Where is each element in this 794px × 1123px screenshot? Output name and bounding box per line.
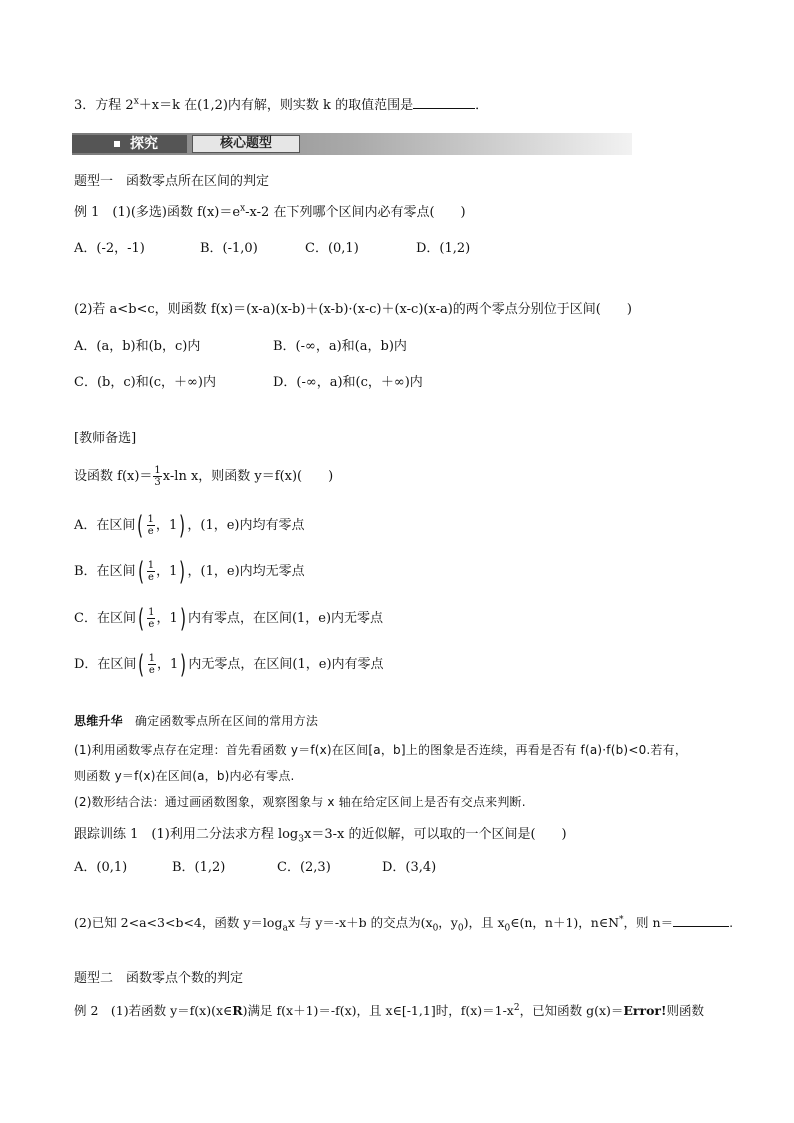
teacher-heading: [教师备选]: [74, 431, 137, 446]
banner-explore-label: 探究: [130, 136, 158, 152]
left-paren: (: [137, 510, 144, 541]
follow1-p2-c: ，y: [438, 915, 458, 930]
ex2-c: ，已知函数 g(x)＝: [519, 1003, 624, 1018]
fraction-numerator: 1: [147, 514, 154, 525]
right-paren: ): [180, 649, 187, 680]
ex1-p1-prefix: 例 1 (1)(多选)函数 f(x)＝e: [74, 205, 241, 220]
fraction: [147, 607, 155, 630]
ex2-a: 例 2 (1)若函数 y＝f(x)(x∈: [74, 1003, 233, 1018]
sub-0: 0: [457, 923, 464, 934]
thinking-line-3: (2)数形结合法：通过画函数图象，观察图象与 x 轴在给定区间上是否有交点来判断.: [74, 795, 526, 809]
option-d: D．(1,2): [416, 241, 471, 256]
left-paren: (: [137, 603, 145, 634]
error-text: Error!: [623, 1003, 667, 1018]
option-letter: C．在区间: [74, 611, 136, 626]
fraction: [147, 514, 155, 537]
sub-0: 0: [504, 923, 511, 934]
follow1-p2-f: ，则 n＝: [623, 915, 674, 930]
real-set-symbol: R: [232, 1003, 243, 1018]
fraction-numerator: 1: [148, 607, 155, 618]
right-paren: ): [179, 603, 186, 634]
teacher-option-c: C．在区间( $\frac{1}{e}$ ，1) 内有零点，在区间(1，e)内无零点: [74, 603, 384, 634]
sub-0: 0: [432, 923, 439, 934]
teacher-stem-a: 设函数 f(x)＝: [74, 469, 153, 484]
option-c: C．(b，c)和(c，＋∞)内: [74, 375, 216, 390]
fraction-numerator: 1: [147, 560, 155, 571]
ex2-sup: 2: [513, 1002, 520, 1013]
sup-star: *: [619, 914, 624, 925]
follow1-p2-d: )，且 x: [463, 915, 505, 930]
teacher-option-d: D．在区间( $\frac{1}{e}$ ，1) 内无零点，在区间(1，e)内有零点: [74, 649, 384, 680]
fraction-denominator: e: [147, 526, 154, 537]
right-paren: ): [179, 510, 186, 541]
fraction-numerator: 1: [148, 653, 155, 664]
option-tail: ，(1，e)内均有零点: [187, 518, 305, 533]
answer-blank: [673, 914, 729, 927]
option-tail: 内有零点，在区间(1，e)内无零点: [187, 611, 384, 626]
interval-end: 1: [169, 564, 178, 579]
thinking-title-label: 思维升华: [74, 714, 123, 728]
follow1-p2-e: ∈(n，n＋1)，n∈N: [510, 915, 620, 930]
fraction-denominator: 3: [154, 477, 161, 488]
interval-end: 1: [168, 518, 178, 533]
option-b: B．(1,2): [172, 860, 226, 875]
type2-title: 题型二 函数零点个数的判定: [74, 971, 244, 986]
fraction: [147, 560, 155, 583]
option-a: A．(a，b)和(b，c)内: [74, 339, 201, 354]
fraction-denominator: e: [148, 665, 155, 676]
banner-core-topics: 核心题型: [192, 135, 300, 153]
option-c: C．(2,3): [277, 860, 331, 875]
sub-a: a: [282, 923, 288, 934]
teacher-stem-b: x-ln x，则函数 y＝f(x)( ): [162, 469, 334, 484]
right-paren: ): [179, 556, 186, 587]
option-a: A．(-2，-1): [74, 241, 145, 256]
ex2-d: 则函数: [666, 1003, 704, 1018]
q3-text-b: ＋x＝k 在(1,2)内有解，则实数 k 的取值范围是: [138, 98, 414, 113]
example2-part1: [74, 1002, 704, 1020]
interval-end: 1: [169, 611, 178, 626]
section-banner: [72, 133, 632, 155]
left-paren: (: [137, 556, 144, 587]
ex1-p1-suffix: -x-2 在下列哪个区间内必有零点( ): [245, 205, 466, 220]
thinking-title: [74, 712, 318, 730]
ex2-b: )满足 f(x＋1)＝-f(x)，且 x∈[-1,1]时，f(x)＝1-x: [242, 1003, 514, 1018]
fraction-denominator: e: [147, 572, 154, 583]
q3-sup: x: [133, 96, 139, 107]
follow1-p1-b: x＝3-x 的近似解，可以取的一个区间是( ): [304, 827, 567, 842]
option-letter: B．在区间: [74, 564, 136, 579]
thinking-title-tail: 确定函数零点所在区间的常用方法: [122, 714, 319, 728]
example1-part2: (2)若 a<b<c，则函数 f(x)＝(x-a)(x-b)＋(x-b)·(x-c)＋(x-c)(x-a)的两个零点分别位于区间( ): [74, 302, 632, 317]
answer-blank: [413, 96, 475, 109]
option-letter: A．在区间: [74, 518, 136, 533]
follow1-p2-end: .: [729, 915, 734, 930]
follow1-part1: [74, 826, 567, 844]
fraction-numerator: 1: [154, 465, 161, 476]
follow1-p1-sub: 3: [298, 834, 304, 845]
thinking-line-1: (1)利用函数零点存在定理：首先看函数 y＝f(x)在区间[a，b]上的图象是否连续，再看是否有 f(a)·f(b)<0.若有，: [74, 743, 688, 757]
ex1-p1-sup: x: [240, 203, 246, 214]
banner-explore: [72, 135, 187, 153]
type1-title: 题型一 函数零点所在区间的判定: [74, 174, 270, 189]
teacher-option-b: B．在区间( $\frac{1}{e}$ ，1) ，(1，e)内均无零点: [74, 556, 305, 587]
option-b: B．(-1,0): [200, 241, 258, 256]
fraction-denominator: e: [148, 619, 155, 630]
interval-end: 1: [169, 657, 179, 672]
follow1-part2: [74, 914, 733, 932]
option-tail: 内无零点，在区间(1，e)内有零点: [188, 657, 384, 672]
option-tail: ，(1，e)内均无零点: [187, 564, 305, 579]
fraction: [153, 465, 161, 488]
fraction: [148, 653, 156, 676]
option-d: D．(3,4): [382, 860, 437, 875]
teacher-option-a: A．在区间( $\frac{1}{e}$ ，1) ，(1，e)内均有零点: [74, 510, 305, 541]
thinking-line-2: 则函数 y＝f(x)在区间(a，b)内必有零点.: [74, 769, 295, 783]
follow1-p2-b: x 与 y＝-x＋b 的交点为(x: [287, 915, 433, 930]
square-icon: [114, 141, 120, 147]
teacher-stem: [74, 465, 333, 488]
q3-text-a: 3．方程 2: [74, 98, 134, 113]
question-3: [74, 96, 488, 115]
example1-part1: [74, 204, 466, 222]
option-d: D．(-∞，a)和(c，＋∞)内: [273, 375, 423, 390]
option-a: A．(0,1): [74, 860, 128, 875]
left-paren: (: [138, 649, 145, 680]
follow1-p2-a: (2)已知 2<a<3<b<4，函数 y＝log: [74, 915, 283, 930]
option-letter: D．在区间: [74, 657, 137, 672]
q3-end: ．: [475, 98, 489, 113]
option-c: C．(0,1): [305, 241, 359, 256]
follow1-p1-a: 跟踪训练 1 (1)利用二分法求方程 log: [74, 827, 299, 842]
option-b: B．(-∞，a)和(a，b)内: [273, 339, 407, 354]
